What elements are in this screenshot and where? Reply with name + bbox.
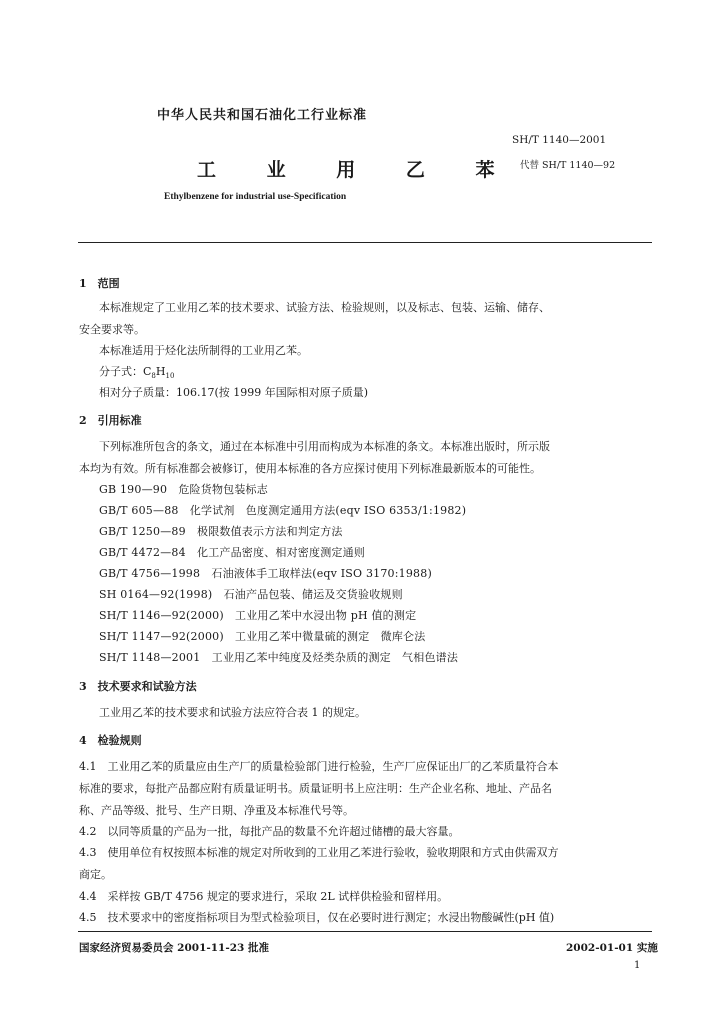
s1-paragraph-line: 安全要求等。	[79, 323, 145, 336]
section-2-heading: 2 引用标准	[79, 414, 142, 427]
section-3-heading: 3 技术要求和试验方法	[79, 680, 197, 693]
reference-item: SH 0164—92(1998) 石油产品包装、储运及交货验收规则	[99, 588, 403, 601]
page-number: 1	[634, 960, 641, 971]
s1-scope-line: 本标准适用于烃化法所制得的工业用乙苯。	[99, 344, 308, 357]
english-title: Ethylbenzene for industrial use-Specification	[164, 192, 347, 202]
reference-item: GB 190—90 危险货物包装标志	[99, 483, 268, 496]
clause-4-1-line: 标准的要求，每批产品都应附有质量证明书。质量证明书上应注明：生产企业名称、地址、产品名	[79, 782, 552, 795]
s3-paragraph: 工业用乙苯的技术要求和试验方法应符合表 1 的规定。	[99, 706, 366, 719]
s1-paragraph-line: 本标准规定了工业用乙苯的技术要求、试验方法、检验规则，以及标志、包装、运输、储存、	[99, 301, 550, 314]
reference-item: GB/T 4756—1998 石油液体手工取样法(eqv ISO 3170:1988)	[99, 567, 432, 580]
document-title: 工 业 用 乙 苯	[197, 159, 517, 181]
reference-item: GB/T 605—88 化学试剂 色度测定通用方法(eqv ISO 6353/1:1982)	[99, 504, 467, 517]
clause-4-3-line: 商定。	[79, 868, 112, 881]
reference-item: SH/T 1148—2001 工业用乙苯中纯度及烃类杂质的测定 气相色谱法	[99, 651, 459, 664]
molecular-formula: 分子式：$C_8H_{10}$	[99, 365, 175, 381]
section-4-heading: 4 检验规则	[79, 734, 142, 747]
clause-4-3-line: 4.3 使用单位有权按照本标准的规定对所收到的工业用乙苯进行验收，验收期限和方式由供需双方	[79, 846, 559, 859]
implementation-date: 2002-01-01 实施	[566, 942, 658, 954]
approval-date: 国家经济贸易委员会 2001-11-23 批准	[79, 942, 269, 954]
clause-4-1-line: 4.1 工业用乙苯的质量应由生产厂的质量检验部门进行检验，生产厂应保证出厂的乙苯质量符合本	[79, 760, 559, 773]
reference-item: SH/T 1146—92(2000) 工业用乙苯中水浸出物 pH 值的测定	[99, 609, 417, 622]
clause-4-5: 4.5 技术要求中的密度指标项目为型式检验项目，仅在必要时进行测定；水浸出物酸碱性(pH 值)	[79, 911, 555, 924]
footer-rule	[78, 931, 652, 932]
reference-item: SH/T 1147—92(2000) 工业用乙苯中微量硫的测定 微库仑法	[99, 630, 426, 643]
s2-paragraph-line: 下列标准所包含的条文，通过在本标准中引用而构成为本标准的条文。本标准出版时，所示版	[99, 440, 550, 453]
s2-paragraph-line: 本均为有效。所有标准都会被修订，使用本标准的各方应探讨使用下列标准最新版本的可能性。	[79, 462, 541, 475]
header-rule	[78, 242, 652, 243]
clause-4-1-line: 称、产品等级、批号、生产日期、净重及本标准代号等。	[79, 804, 354, 817]
standard-code: SH/T 1140—2001	[512, 134, 607, 146]
clause-4-4: 4.4 采样按 GB/T 4756 规定的要求进行，采取 2L 试样供检验和留样用。	[79, 890, 449, 903]
section-1-heading: 1 范围	[79, 277, 120, 290]
replaces-standard: 代替 SH/T 1140—92	[520, 160, 616, 171]
issuing-body-title: 中华人民共和国石油化工行业标准	[157, 108, 368, 123]
reference-item: GB/T 1250—89 极限数值表示方法和判定方法	[99, 525, 343, 538]
clause-4-2: 4.2 以同等质量的产品为一批，每批产品的数量不允许超过储槽的最大容量。	[79, 825, 460, 838]
molecular-mass: 相对分子质量：106.17(按 1999 年国际相对原子质量)	[99, 386, 369, 399]
reference-item: GB/T 4472—84 化工产品密度、相对密度测定通则	[99, 546, 366, 559]
